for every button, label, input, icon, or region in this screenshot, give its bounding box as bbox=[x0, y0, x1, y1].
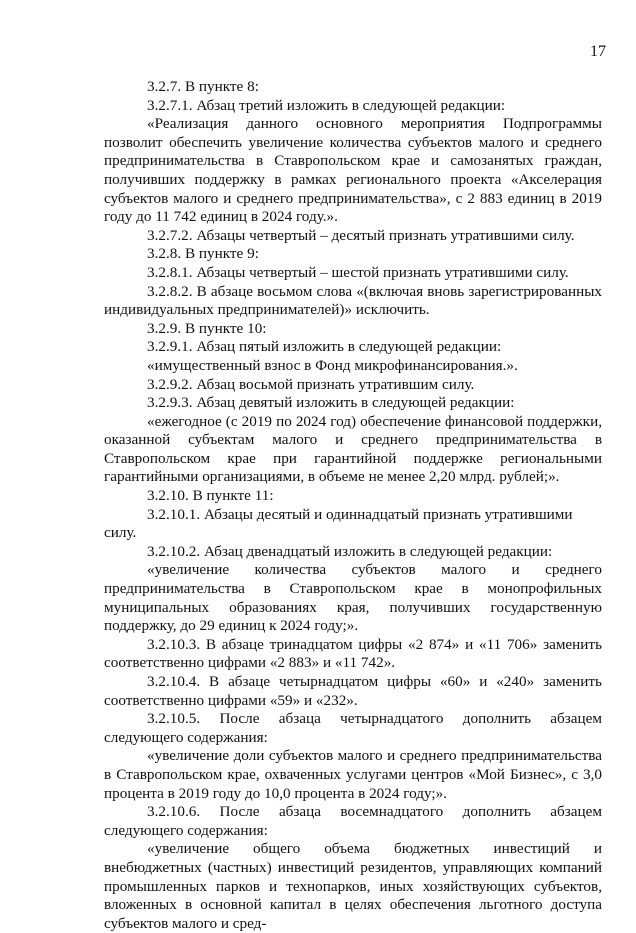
paragraph: 3.2.10. В пункте 11: bbox=[147, 487, 274, 505]
paragraph: 3.2.9.3. Абзац девятый изложить в следующей редакции: bbox=[147, 394, 515, 412]
page-number: 17 bbox=[590, 43, 606, 60]
paragraph: 3.2.10.5. После абзаца четырнадцатого дополнить абзацем следующего содержания: bbox=[104, 710, 602, 746]
paragraph: «увеличение количества субъектов малого и среднего предпринимательства в Ставропольском крае в монопрофильных муниципальных образованиях края, получивших государственную поддержку, до 29 единиц к 2024 году;». bbox=[104, 561, 602, 635]
paragraph: «увеличение общего объема бюджетных инвестиций и внебюджетных (частных) инвестиций резидентов, управляющих компаний промышленных парков и технопарков, иных хозяйствующих субъектов, вложенных в основной капитал в целях обеспечения льготного доступа субъектов малого и сред- bbox=[104, 840, 602, 932]
paragraph: 3.2.10.4. В абзаце четырнадцатом цифры «60» и «240» заменить соответственно цифрами «59» и «232». bbox=[104, 673, 602, 709]
paragraph: «имущественный взнос в Фонд микрофинансирования.». bbox=[147, 356, 518, 374]
paragraph: 3.2.10.1. Абзацы десятый и одиннадцатый признать утратившими силу. bbox=[104, 505, 573, 542]
paragraph: 3.2.8.1. Абзацы четвертый – шестой признать утратившими силу. bbox=[147, 263, 569, 281]
paragraph: 3.2.10.2. Абзац двенадцатый изложить в следующей редакции: bbox=[147, 542, 553, 560]
paragraph: 3.2.7. В пункте 8: bbox=[147, 78, 259, 95]
paragraph: 3.2.9.2. Абзац восьмой признать утратившим силу. bbox=[147, 375, 475, 393]
paragraph: 3.2.7.1. Абзац третий изложить в следующей редакции: bbox=[147, 96, 506, 114]
paragraph: 3.2.9.1. Абзац пятый изложить в следующей редакции: bbox=[147, 338, 502, 356]
paragraph: 3.2.7.2. Абзацы четвертый – десятый признать утратившими силу. bbox=[147, 226, 575, 244]
paragraph: «Реализация данного основного мероприятия Подпрограммы позволит обеспечить увеличение количества субъектов малого и среднего предпринимательства в Ставропольском крае и самозанятых граждан, получивших поддержку в рамках регионального проекта «Акселерация субъектов малого и среднего предпринимательства», с 2 883 единиц в 2019 году до 11 742 единиц в 2024 году.». bbox=[104, 115, 602, 226]
paragraph: 3.2.8.2. В абзаце восьмом слова «(включая вновь зарегистрированных индивидуальных предпринимателей)» исключить. bbox=[104, 282, 602, 319]
document-body bbox=[104, 78, 602, 933]
paragraph: 3.2.9. В пункте 10: bbox=[147, 319, 267, 337]
paragraph: «увеличение доли субъектов малого и среднего предпринимательства в Ставропольском крае, охваченных услугами центров «Мой Бизнес», с 3,0 процента в 2019 году до 10,0 процента в 2024 году;». bbox=[104, 747, 602, 802]
paragraph: 3.2.10.6. После абзаца восемнадцатого дополнить абзацем следующего содержания: bbox=[104, 803, 602, 839]
paragraph: «ежегодное (с 2019 по 2024 год) обеспечение финансовой поддержки, оказанной субъектам малого и среднего предпринимательства в Ставропольском крае при гарантийной поддержке региональными гарантийными организациями, в объеме не менее 2,20 млрд. рублей;». bbox=[104, 412, 602, 486]
paragraph: 3.2.8. В пункте 9: bbox=[147, 245, 259, 263]
paragraph: 3.2.10.3. В абзаце тринадцатом цифры «2 874» и «11 706» заменить соответственно цифрами «2 883» и «11 742». bbox=[104, 635, 602, 672]
